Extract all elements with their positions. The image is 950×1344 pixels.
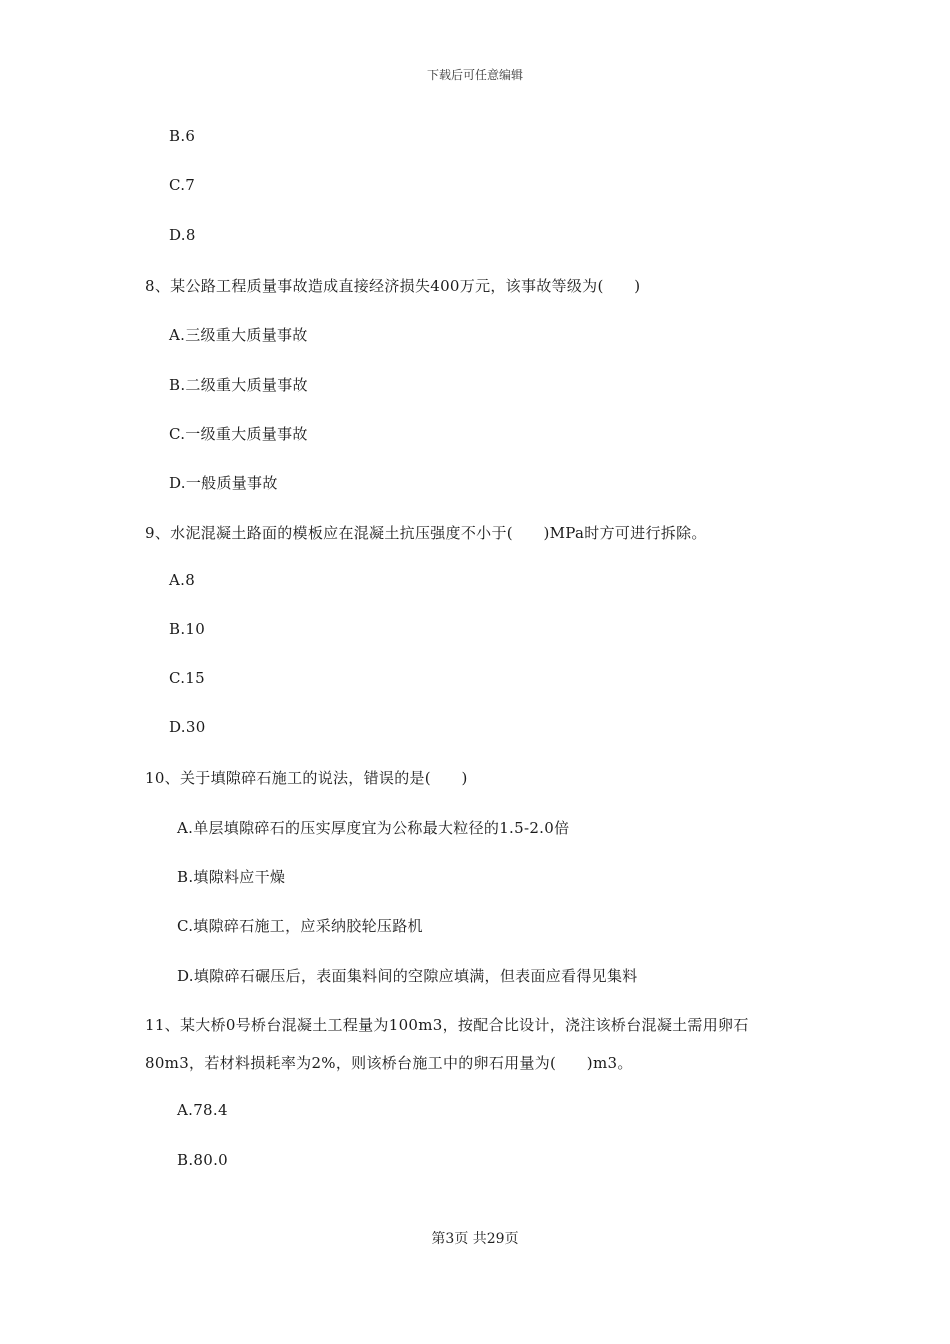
option-text: C.15 [169, 669, 205, 687]
question-text: 10、关于填隙碎石施工的说法，错误的是( ) [145, 769, 468, 787]
option-text: D.30 [169, 718, 206, 736]
option-text: B.填隙料应干燥 [177, 868, 286, 886]
option-text: A.单层填隙碎石的压实厚度宜为公称最大粒径的1.5-2.0倍 [177, 819, 570, 837]
question-text: 8、某公路工程质量事故造成直接经济损失400万元，该事故等级为( ) [145, 277, 641, 295]
question-text: 80m3，若材料损耗率为2%，则该桥台施工中的卵石用量为( )m3。 [145, 1054, 633, 1072]
question-text: 9、水泥混凝土路面的模板应在混凝土抗压强度不小于( )MPa时方可进行拆除。 [145, 524, 707, 542]
option-text: D.填隙碎石碾压后，表面集料间的空隙应填满，但表面应看得见集料 [177, 967, 638, 985]
option-text: C.填隙碎石施工，应采纳胶轮压路机 [177, 917, 423, 935]
option-text: A.三级重大质量事故 [169, 326, 308, 344]
page-footer: 第3页 共29页 [431, 1231, 519, 1247]
option-text: B.80.0 [177, 1151, 228, 1169]
option-text: B.10 [169, 620, 206, 638]
option-text: A.8 [169, 571, 196, 589]
question-text: 11、某大桥0号桥台混凝土工程量为100m3，按配合比设计，浇注该桥台混凝土需用卵石 [145, 1016, 749, 1034]
option-text: A.78.4 [177, 1101, 228, 1119]
option-text: C.一级重大质量事故 [169, 425, 308, 443]
option-text: C.7 [169, 176, 196, 194]
page-header: 下载后可任意编辑 [426, 68, 523, 82]
option-text: D.8 [169, 226, 196, 244]
option-text: D.一般质量事故 [169, 474, 278, 492]
option-text: B.二级重大质量事故 [169, 376, 308, 394]
option-text: B.6 [169, 127, 196, 145]
